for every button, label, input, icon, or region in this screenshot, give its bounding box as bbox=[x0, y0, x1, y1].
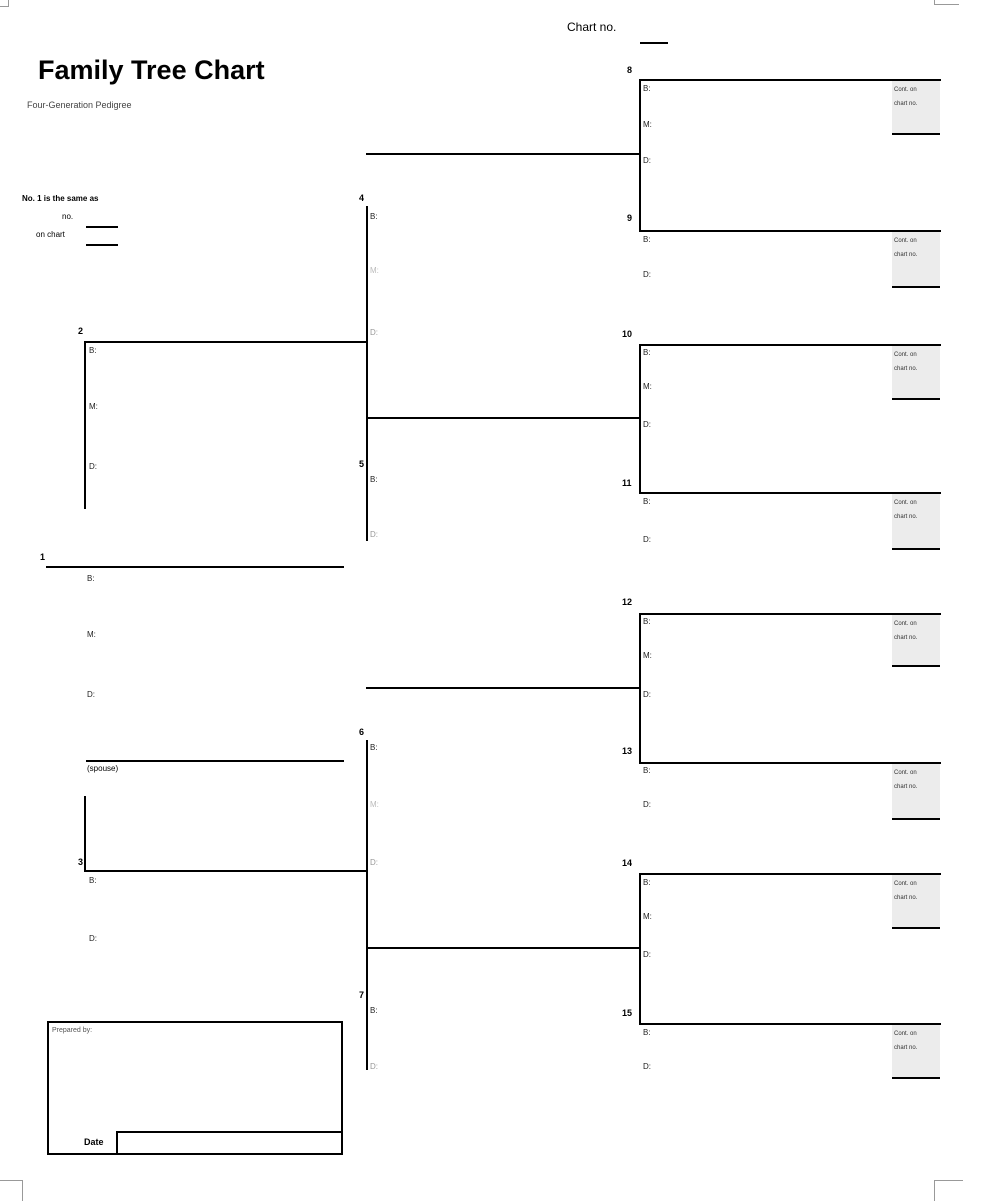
person-7-name-line[interactable] bbox=[366, 947, 640, 949]
person-9-cont-field[interactable] bbox=[892, 286, 940, 288]
cont-line-1: Cont. on bbox=[894, 770, 917, 776]
person-10-number: 10 bbox=[622, 329, 633, 339]
person-2-number: 2 bbox=[78, 326, 84, 336]
person-1-name-line[interactable] bbox=[46, 566, 344, 568]
person-14-married-label: M: bbox=[643, 912, 652, 921]
cont-line-1: Cont. on bbox=[894, 621, 917, 627]
person-15-born-label: B: bbox=[643, 1028, 651, 1037]
person-11-died-label: D: bbox=[643, 535, 651, 544]
person-8-cont-field[interactable] bbox=[892, 133, 940, 135]
person-2-name-line[interactable] bbox=[84, 341, 368, 343]
person-5-born-label: B: bbox=[370, 475, 378, 484]
person-4-born-label: B: bbox=[370, 212, 378, 221]
person-9-born-label: B: bbox=[643, 235, 651, 244]
person-12-cont-box[interactable] bbox=[892, 615, 940, 665]
person-13-cont-box[interactable] bbox=[892, 764, 940, 818]
cont-line-2: chart no. bbox=[894, 252, 918, 258]
person-4-married-label: M: bbox=[370, 266, 379, 275]
persons-12-13-bracket bbox=[639, 613, 641, 763]
person-15-cont-box[interactable] bbox=[892, 1025, 940, 1077]
person-12-cont-field[interactable] bbox=[892, 665, 940, 667]
cont-line-1: Cont. on bbox=[894, 87, 917, 93]
same-as-chart-field[interactable] bbox=[86, 244, 118, 246]
cont-line-2: chart no. bbox=[894, 784, 918, 790]
person-4-name-line[interactable] bbox=[366, 153, 640, 155]
person-3-bracket bbox=[84, 796, 86, 870]
person-11-cont-field[interactable] bbox=[892, 548, 940, 550]
person-2-born-label: B: bbox=[89, 346, 97, 355]
date-field[interactable] bbox=[116, 1131, 343, 1155]
person-13-born-label: B: bbox=[643, 766, 651, 775]
person-7-number: 7 bbox=[359, 990, 365, 1000]
person-9-died-label: D: bbox=[643, 270, 651, 279]
person-8-died-label: D: bbox=[643, 156, 651, 165]
date-label: Date bbox=[84, 1137, 104, 1147]
person-5-died-label: D: bbox=[370, 530, 378, 539]
person-13-cont-field[interactable] bbox=[892, 818, 940, 820]
cont-line-1: Cont. on bbox=[894, 1031, 917, 1037]
person-12-number: 12 bbox=[622, 597, 633, 607]
person-9-number: 9 bbox=[627, 213, 633, 223]
chart-no-label: Chart no. bbox=[567, 20, 617, 34]
person-13-number: 13 bbox=[622, 746, 633, 756]
person-3-number: 3 bbox=[78, 857, 84, 867]
page-title: Family Tree Chart bbox=[38, 55, 265, 85]
persons-10-11-bracket bbox=[639, 344, 641, 493]
person-11-born-label: B: bbox=[643, 497, 651, 506]
person-1-number: 1 bbox=[40, 552, 46, 562]
person-1-died-label: D: bbox=[87, 690, 95, 699]
person-6-name-line[interactable] bbox=[366, 687, 640, 689]
same-as-chart-label: on chart bbox=[36, 230, 65, 239]
person-10-cont-box[interactable] bbox=[892, 346, 940, 398]
person-5-name-line[interactable] bbox=[366, 417, 640, 419]
cont-line-2: chart no. bbox=[894, 366, 918, 372]
person-6-married-label: M: bbox=[370, 800, 379, 809]
cont-line-2: chart no. bbox=[894, 514, 918, 520]
crop-mark-bottom-right bbox=[934, 1180, 963, 1201]
cont-line-1: Cont. on bbox=[894, 881, 917, 887]
persons-4-5-bracket bbox=[366, 206, 368, 541]
person-11-cont-box[interactable] bbox=[892, 494, 940, 548]
person-14-died-label: D: bbox=[643, 950, 651, 959]
person-8-number: 8 bbox=[627, 65, 633, 75]
spouse-label: (spouse) bbox=[87, 764, 119, 773]
person-8-born-label: B: bbox=[643, 84, 651, 93]
person-2-bracket bbox=[84, 341, 86, 509]
person-10-cont-field[interactable] bbox=[892, 398, 940, 400]
cont-line-1: Cont. on bbox=[894, 238, 917, 244]
person-3-name-line[interactable] bbox=[84, 870, 368, 872]
persons-14-15-bracket bbox=[639, 873, 641, 1024]
person-10-married-label: M: bbox=[643, 382, 652, 391]
cont-line-2: chart no. bbox=[894, 635, 918, 641]
same-as-no-field[interactable] bbox=[86, 226, 118, 228]
chart-no-line[interactable] bbox=[640, 42, 668, 44]
persons-8-9-bracket bbox=[639, 79, 641, 231]
person-11-number: 11 bbox=[622, 478, 632, 488]
persons-6-7-bracket bbox=[366, 740, 368, 1070]
prepared-by-label: Prepared by: bbox=[52, 1027, 93, 1034]
person-8-married-label: M: bbox=[643, 120, 652, 129]
person-14-cont-box[interactable] bbox=[892, 875, 940, 927]
spouse-name-line[interactable] bbox=[86, 760, 344, 762]
person-2-died-label: D: bbox=[89, 462, 97, 471]
person-7-born-label: B: bbox=[370, 1006, 378, 1015]
person-6-number: 6 bbox=[359, 727, 365, 737]
cont-line-2: chart no. bbox=[894, 101, 918, 107]
cont-line-2: chart no. bbox=[894, 895, 918, 901]
person-14-born-label: B: bbox=[643, 878, 651, 887]
person-13-died-label: D: bbox=[643, 800, 651, 809]
person-3-died-label: D: bbox=[89, 934, 97, 943]
cont-line-2: chart no. bbox=[894, 1045, 918, 1051]
person-12-married-label: M: bbox=[643, 651, 652, 660]
same-as-label: No. 1 is the same as bbox=[22, 194, 99, 203]
person-14-number: 14 bbox=[622, 858, 633, 868]
person-15-cont-field[interactable] bbox=[892, 1077, 940, 1079]
person-14-cont-field[interactable] bbox=[892, 927, 940, 929]
person-5-number: 5 bbox=[359, 459, 365, 469]
person-15-number: 15 bbox=[622, 1008, 633, 1018]
same-as-no-label: no. bbox=[62, 212, 74, 221]
person-2-married-label: M: bbox=[89, 402, 98, 411]
person-9-cont-box[interactable] bbox=[892, 232, 940, 286]
page-subtitle: Four-Generation Pedigree bbox=[27, 100, 132, 110]
person-12-died-label: D: bbox=[643, 690, 651, 699]
crop-mark-bottom-left bbox=[0, 1180, 23, 1201]
person-10-born-label: B: bbox=[643, 348, 651, 357]
crop-mark-top-left bbox=[0, 0, 9, 7]
person-6-born-label: B: bbox=[370, 743, 378, 752]
person-12-born-label: B: bbox=[643, 617, 651, 626]
cont-line-1: Cont. on bbox=[894, 352, 917, 358]
person-3-born-label: B: bbox=[89, 876, 97, 885]
person-7-died-label: D: bbox=[370, 1062, 378, 1071]
person-8-cont-box[interactable] bbox=[892, 81, 940, 133]
person-4-died-label: D: bbox=[370, 328, 378, 337]
person-6-died-label: D: bbox=[370, 858, 378, 867]
person-1-married-label: M: bbox=[87, 630, 96, 639]
person-4-number: 4 bbox=[359, 193, 365, 203]
crop-mark-top-right bbox=[934, 0, 959, 5]
cont-line-1: Cont. on bbox=[894, 500, 917, 506]
person-1-born-label: B: bbox=[87, 574, 95, 583]
person-15-died-label: D: bbox=[643, 1062, 651, 1071]
person-10-died-label: D: bbox=[643, 420, 651, 429]
